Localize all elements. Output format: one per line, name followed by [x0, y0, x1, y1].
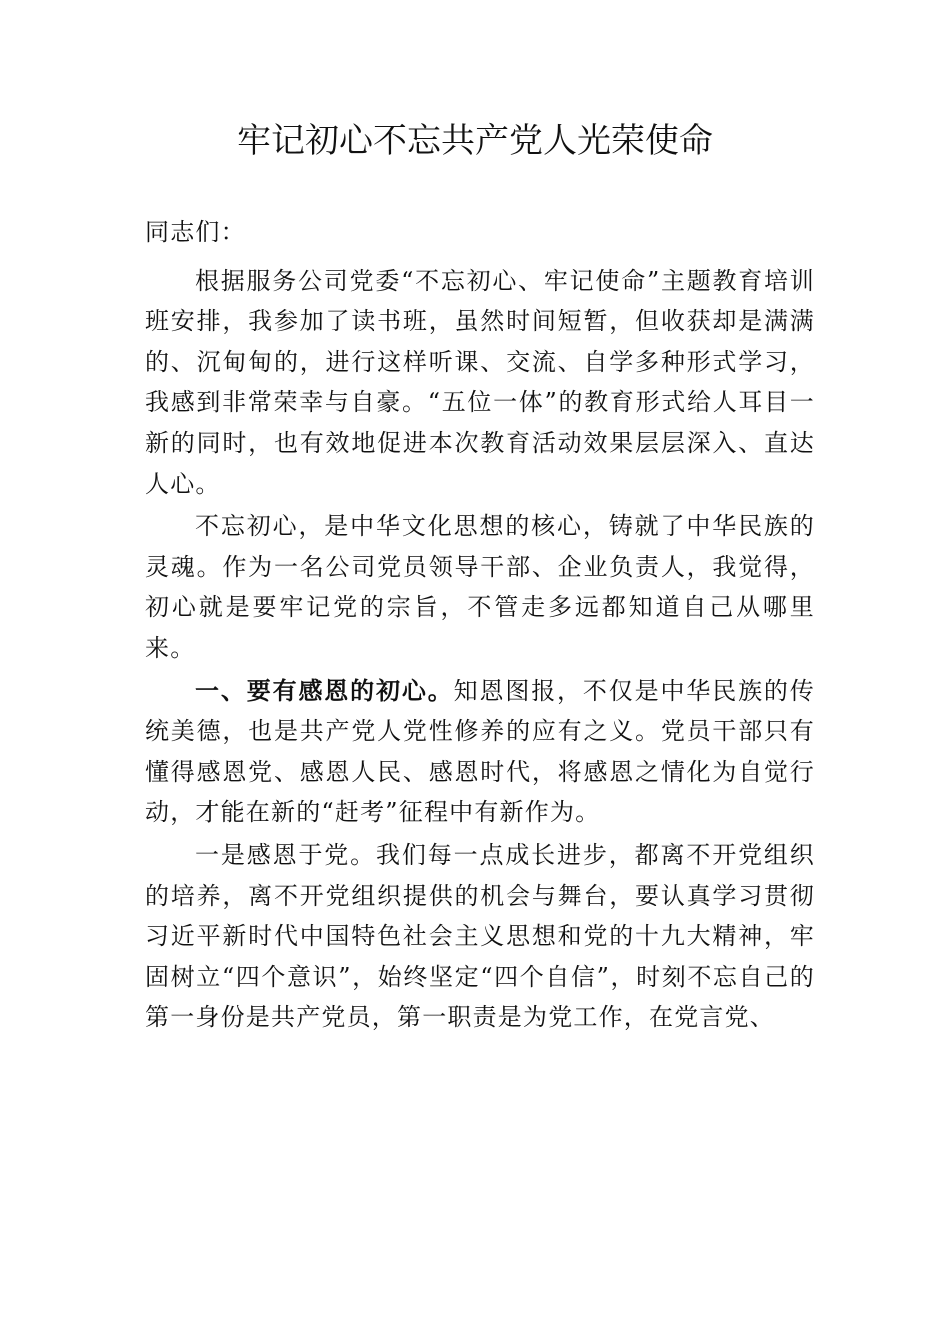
- paragraph-text: 知恩图报，不仅是中华民族的传统美德，也是共产党人党性修养的应有之义。党员干部只有懂得感恩党、感恩人民、感恩时代，将感恩之情化为自觉行动，才能在新的“赶考”征程中有新作为。: [145, 676, 815, 827]
- document-body: [145, 212, 815, 1040]
- section-heading: 一、要有感恩的初心。: [195, 676, 454, 705]
- paragraph-text: 不忘初心，是中华文化思想的核心，铸就了中华民族的灵魂。作为一名公司党员领导干部、企业负责人，我觉得，初心就是要牢记党的宗旨，不管走多远都知道自己从哪里来。: [145, 512, 815, 662]
- paragraph-3: [145, 671, 815, 833]
- paragraph-2: [145, 506, 815, 668]
- paragraph-text: 一是感恩于党。我们每一点成长进步，都离不开党组织的培养，离不开党组织提供的机会与舞台，要认真学习贯彻习近平新时代中国特色社会主义思想和党的十九大精神，牢固树立“四个意识”，始终坚定“四个自信”，时刻不忘自己的第一身份是共产党员，第一职责是为党工作，在党言党、: [145, 840, 815, 1032]
- document-title: 牢记初心不忘共产党人光荣使命: [237, 121, 713, 161]
- paragraph-4: [145, 835, 815, 1038]
- paragraph-1: [145, 261, 815, 505]
- paragraph-text: 根据服务公司党委“不忘初心、牢记使命”主题教育培训班安排，我参加了读书班，虽然时间短暂，但收获却是满满的、沉甸甸的，进行这样听课、交流、自学多种形式学习，我感到非常荣幸与自豪。“五位一体”的教育形式给人耳目一新的同时，也有效地促进本次教育活动效果层层深入、直达人心。: [145, 266, 815, 498]
- salutation: 同志们：: [145, 218, 246, 246]
